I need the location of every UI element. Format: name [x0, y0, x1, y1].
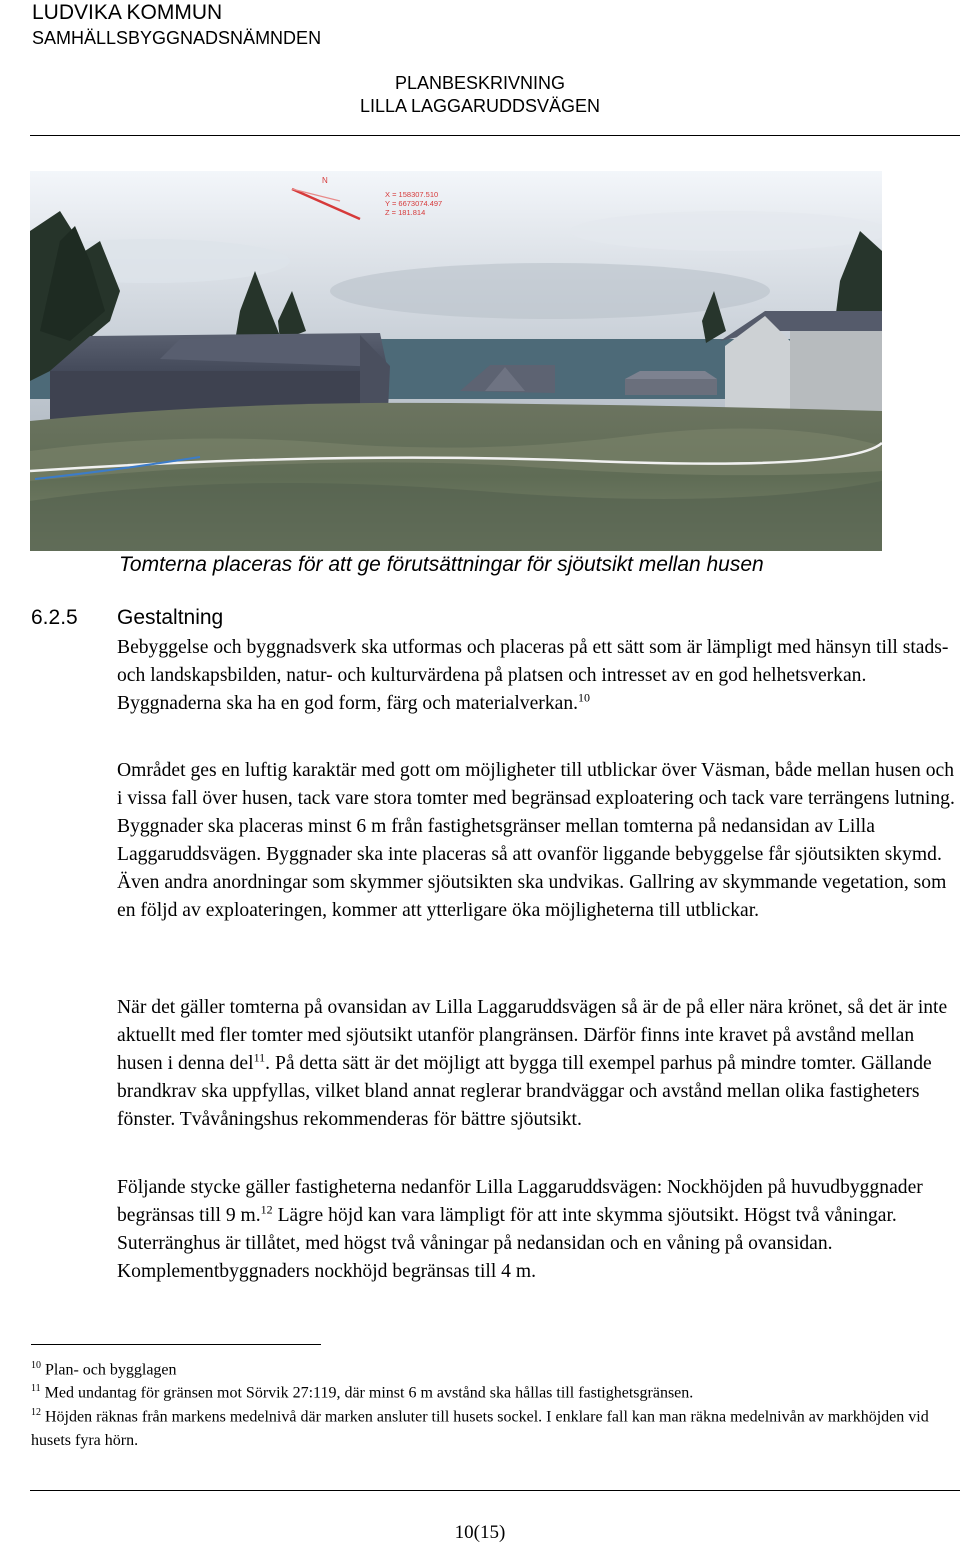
- footnote-rule: [31, 1344, 321, 1345]
- section-heading: [31, 606, 223, 630]
- paragraph-3: När det gäller tomterna på ovansidan av Lilla Laggaruddsvägen så är de på eller nära krönet, så det är inte aktuellt med fler tomter med sjöutsikt utanför plangränsen. Därför finns inte kravet på avstånd mellan husen i denna del$^{11}$. På detta sätt är det möjligt att bygga till exempel parhus på mindre tomter. Gällande brandkrav ska uppfyllas, vilket bland annat reglerar brandväggar och avstånd mellan olika fastigheters fönster. Tvåvåningshus rekommenderas för bättre sjöutsikt.: [117, 997, 948, 1130]
- footer-rule: [30, 1490, 960, 1491]
- header-org-block: [32, 2, 321, 52]
- doc-type: PLANBESKRIVNING: [394, 73, 566, 93]
- page-number: 10(15): [454, 1522, 506, 1543]
- coord-z: Z = 181.814: [385, 208, 426, 217]
- paragraph-4: Följande stycke gäller fastigheterna nedanför Lilla Laggaruddsvägen: Nockhöjden på huvudbyggnader begränsas till 9 m.$^{12}$ Lägre höjd kan vara lämpligt för att inte skymma sjöutsikt. Högst två våningar. Suterränghus är tillåtet, med högst två våningar på nedansidan och en våning på ovansidan. Komplementbyggnaders nockhöjd begränsas till 4 m.: [117, 1177, 923, 1282]
- dept-name: SAMHÄLLSBYGGNADSNÄMNDEN: [32, 28, 322, 48]
- site-rendering-figure: [30, 171, 882, 551]
- footnote-ref-10: 10: [578, 690, 591, 705]
- header-rule: [30, 135, 960, 136]
- footnote-ref-11: 11: [253, 1050, 266, 1065]
- coord-x: X = 158307.510: [385, 190, 439, 199]
- paragraph-2: Området ges en luftig karaktär med gott om möjligheter till utblickar över Väsman, både mellan husen och i vissa fall över husen, tack vare stora tomter med begränsad exploatering och tack vare terrängens lutning. Byggnader ska placeras minst 6 m från fastighetsgränser mellan tomterna på nedansidan av Lilla Laggaruddsvägen. Byggnader ska inte placeras så att ovanför liggande bebyggelse får sjöutsikten skymd. Även andra anordningar som skymmer sjöutsikten ska undvikas. Gallring av skymmande vegetation, som en följd av exploateringen, kommer att ytterligare öka möjligheterna till utblickar.: [117, 760, 955, 921]
- footnote-12: $^{12}$ Höjden räknas från markens medelnivå där marken ansluter till husets sockel. I enklare fall kan man räkna medelnivån av markhöjden vid husets fyra hörn.: [31, 1407, 929, 1450]
- header-doc-block: [0, 72, 960, 118]
- coord-y: Y = 6673074.497: [385, 199, 443, 208]
- footnote-10: $^{10}$ Plan- och bygglagen: [31, 1360, 177, 1379]
- footnote-11: $^{11}$ Med undantag för gränsen mot Sörvik 27:119, där minst 6 m avstånd ska hållas till fastighetsgränsen.: [31, 1383, 694, 1402]
- paragraph-1: Bebyggelse och byggnadsverk ska utformas och placeras på ett sätt som är lämpligt med hänsyn till stads- och landskapsbilden, natur- och kulturvärdena på platsen och intresset av en god helhetsverkan. Byggnaderna ska ha en god form, färg och materialverkan.$^{10}$: [117, 637, 949, 714]
- section-number: 6.2.5: [31, 606, 78, 629]
- figure-caption: Tomterna placeras för att ge förutsättningar för sjöutsikt mellan husen: [119, 553, 764, 576]
- org-name: LUDVIKA KOMMUN: [32, 1, 223, 24]
- footnote-ref-12: 12: [260, 1202, 273, 1217]
- rendering-image: [30, 171, 882, 551]
- north-label: N: [322, 176, 328, 185]
- section-title: Gestaltning: [117, 606, 224, 629]
- doc-name: LILLA LAGGARUDDSVÄGEN: [359, 96, 601, 116]
